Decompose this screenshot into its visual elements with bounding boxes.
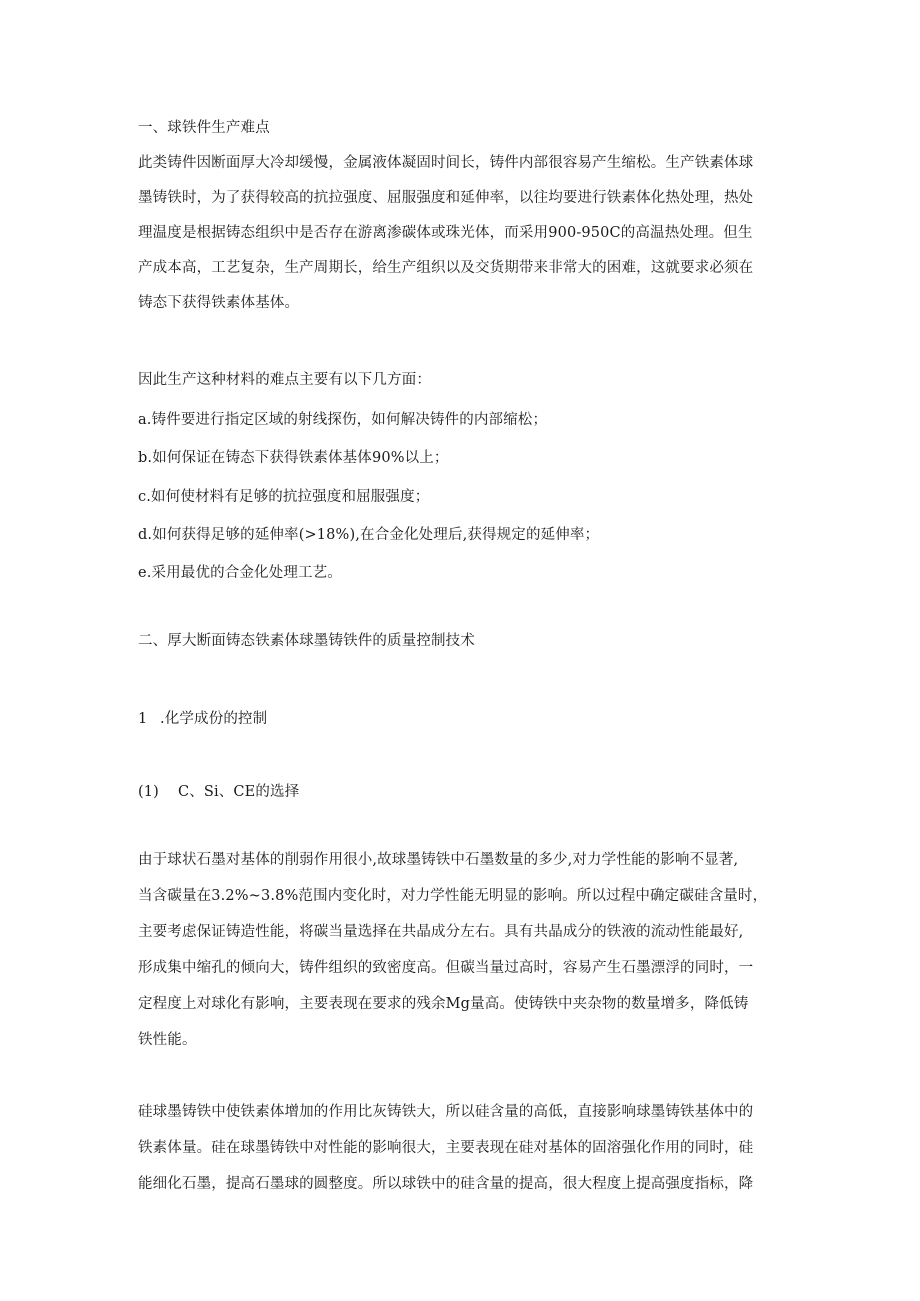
para1-line-5: 铸态下获得铁素体基体。 xyxy=(138,295,300,311)
para1-line-2: 墨铸铁时，为了获得较高的抗拉强度、屈服强度和延伸率，以往均要进行铁素体化热处理，热处 xyxy=(138,190,754,206)
subsection-1-number: 1 xyxy=(138,711,148,727)
subsection-1-heading xyxy=(138,709,267,729)
para3-line-1: 硅球墨铸铁中使铁素体增加的作用比灰铸铁大，所以硅含量的高低，直接影响球墨铸铁基体中的 xyxy=(138,1104,754,1120)
para2-line-5: 定程度上对球化有影响，主要表现在要求的残余Mg量高。使铸铁中夹杂物的数量增多，降低铸 xyxy=(138,996,749,1012)
para1-line-3: 理温度是根据铸态组织中是否存在游离渗碳体或珠光体，而采用900-950C的高温热处理。但生 xyxy=(138,225,753,241)
section2-heading: 二、厚大断面铸态铁素体球墨铸铁件的质量控制技术 xyxy=(138,633,475,649)
list-item-b: b.如何保证在铸态下获得铁素体基体90%以上； xyxy=(138,450,449,466)
list-item-d: d.如何获得足够的延伸率(>18%),在合金化处理后,获得规定的延伸率； xyxy=(138,527,600,543)
para1-line-1: 此类铸件因断面厚大冷却缓慢，金属液体凝固时间长，铸件内部很容易产生缩松。生产铁素体球 xyxy=(138,155,754,171)
subsection-1-1-number: (1) xyxy=(138,784,159,800)
para2-line-1: 由于球状石墨对基体的削弱作用很小,故球墨铸铁中石墨数量的多少,对力学性能的影响不显著, xyxy=(138,852,739,868)
section1-heading: 一、球铁件生产难点 xyxy=(138,120,270,136)
para3-line-2: 铁素体量。硅在球墨铸铁中对性能的影响很大，主要表现在硅对基体的固溶强化作用的同时，硅 xyxy=(138,1140,754,1156)
para3-line-3: 能细化石墨，提高石墨球的圆整度。所以球铁中的硅含量的提高，很大程度上提高强度指标，降 xyxy=(138,1176,754,1192)
para2-line-6: 铁性能。 xyxy=(138,1032,197,1048)
subsection-1-1-title: C、Si、CE的选择 xyxy=(178,784,300,800)
para1-line-4: 产成本高，工艺复杂，生产周期长，给生产组织以及交货期带来非常大的困难，这就要求必须在 xyxy=(138,260,754,276)
subsection-1-title: .化学成份的控制 xyxy=(160,711,268,727)
para2-line-4: 形成集中缩孔的倾向大，铸件组织的致密度高。但碳当量过高时，容易产生石墨漂浮的同时，一 xyxy=(138,960,754,976)
subsection-1-1-heading xyxy=(138,782,299,802)
list-item-a: a.铸件要进行指定区域的射线探伤，如何解决铸件的内部缩松； xyxy=(138,412,548,428)
list-item-c: c.如何使材料有足够的抗拉强度和屈服强度； xyxy=(138,489,430,505)
para2-line-2: 当含碳量在3.2%~3.8%范围内变化时，对力学性能无明显的影响。所以过程中确定碳硅含量时， xyxy=(138,888,768,904)
list-item-e: e.采用最优的合金化处理工艺。 xyxy=(138,565,342,581)
para2-line-3: 主要考虑保证铸造性能，将碳当量选择在共晶成分左右。具有共晶成分的铁液的流动性能最好, xyxy=(138,924,744,940)
difficulties-intro: 因此生产这种材料的难点主要有以下几方面： xyxy=(138,372,431,388)
